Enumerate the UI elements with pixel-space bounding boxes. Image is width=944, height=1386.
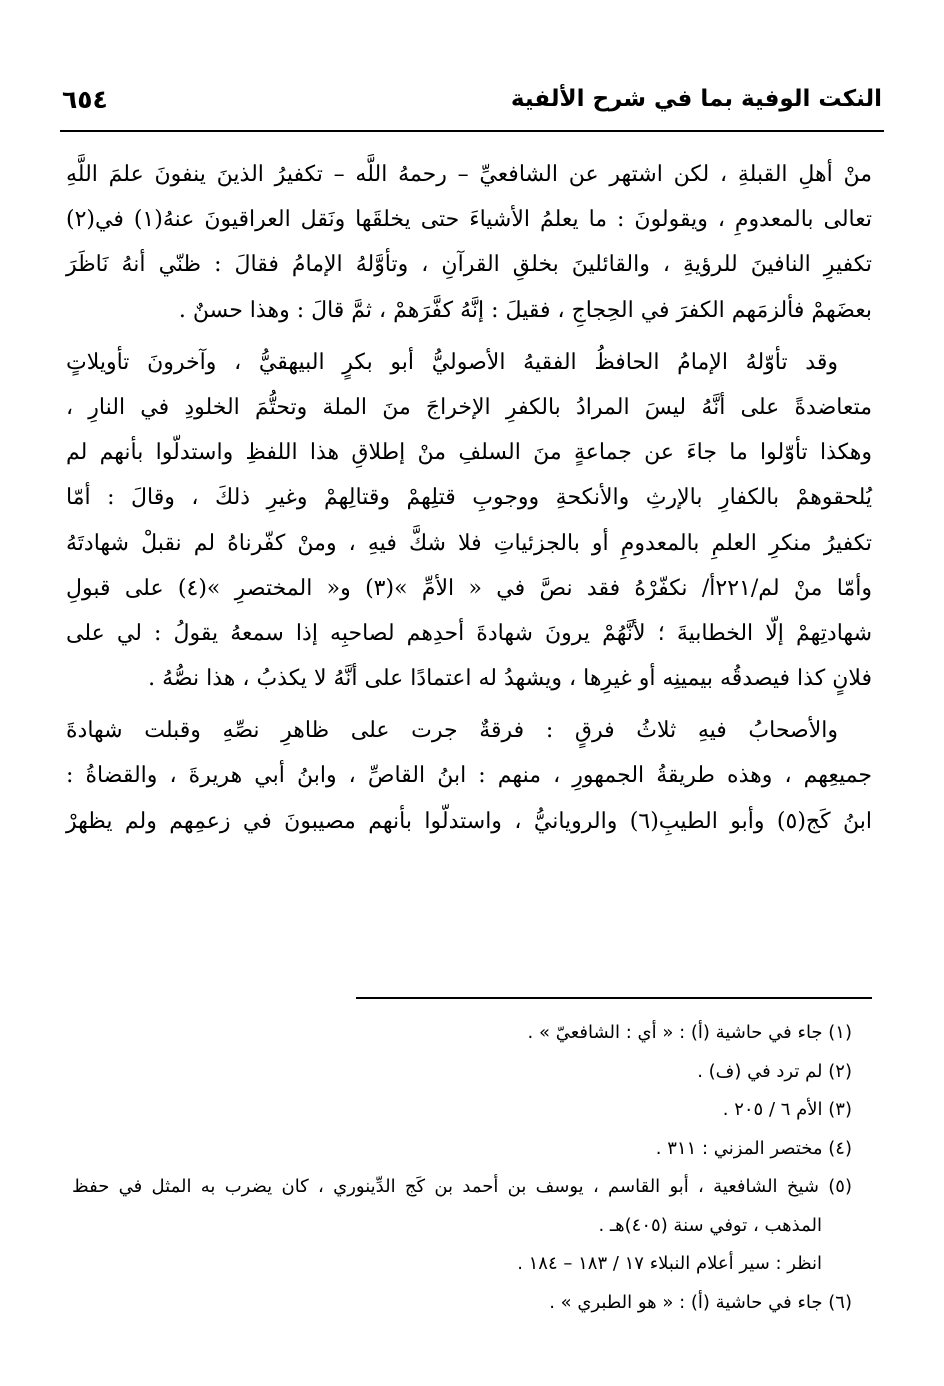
- footnote-divider: [356, 997, 872, 999]
- footnote-5-continuation: المذهب ، توفي سنة (٤٠٥)هـ .: [598, 1214, 822, 1236]
- footnote-6: (٦) جاء في حاشية (أ) : « هو الطبري » .: [549, 1291, 852, 1313]
- text-line: تعالى بالمعدومِ ، ويقولونَ : ما يعلمُ الأشياءَ حتى يخلقَها ونَقل العراقيونَ عنهُ(١) في(٢): [66, 207, 872, 233]
- text-line: ابنُ كَج(٥) وأبو الطيبِ(٦) والرويانيُّ ، واستدلّوا بأنهم مصيبونَ في زعمِهم ولم يظهرْ: [66, 808, 872, 834]
- text-line: تكفيرِ النافينَ للرؤيةِ ، والقائلينَ بخلقِ القرآنِ ، وتأوَّلهُ الإمامُ فقالَ : ظنّي أنهُ نَاظَرَ: [66, 252, 872, 278]
- text-line: بعضَهمْ فألزمَهم الكفرَ في الحِجاجِ ، فقيلَ : إنَّهُ كفَّرَهمْ ، ثمَّ قالَ : وهذا حسنٌ .: [178, 297, 872, 323]
- text-line: والأصحابُ فيهِ ثلاثُ فرقٍ : فرقةٌ جرت على ظاهرِ نصِّهِ وقبلت شهادةَ: [66, 718, 838, 744]
- footnote-5-reference: انظر : سير أعلام النبلاء ١٧ / ١٨٣ – ١٨٤ .: [517, 1253, 822, 1274]
- text-line: فلانٍ كذا فيصدقُه بيمينِه أو غيرِها ، ويشهدُ له اعتمادًا على أنَّهُ لا يكذبُ ، هذا نصُّهُ .: [148, 666, 872, 692]
- footnote-4: (٤) مختصر المزني : ٣١١ .: [655, 1137, 852, 1159]
- text-line: تكفيرُ منكرِ العلمِ بالمعدومِ أو بالجزئياتِ فلا شكَّ فيهِ ، ومنْ كفّرناهُ لم نقبلْ شهادتَهُ: [66, 530, 872, 556]
- header-divider: [60, 130, 884, 132]
- text-line: جميعِهم ، وهذه طريقةُ الجمهورِ ، منهم : ابنُ القاصِّ ، وابنُ أبي هريرةَ ، والقضاةُ :: [66, 763, 872, 789]
- main-text: [66, 152, 872, 844]
- footnote-3: (٣) الأم ٦ / ٢٠٥ .: [722, 1099, 852, 1120]
- text-line: وهكذا تأوّلوا ما جاءَ عن جماعةٍ منَ السلفِ منْ إطلاقِ هذا اللفظِ واستدلّوا بأنهم لم: [66, 440, 872, 466]
- footnotes: [72, 1014, 852, 1322]
- text-line: شهادتِهمْ إلّا الخطابيةَ ؛ لأنَّهُمْ يرونَ شهادةَ أحدِهم لصاحبِه إذا سمعهُ يقولُ : لي على: [66, 620, 872, 646]
- running-header: [62, 74, 882, 124]
- footnote-1: (١) جاء في حاشية (أ) : « أي : الشافعيّ » .: [527, 1022, 852, 1043]
- footnote-2: (٢) لم ترد في (ف) .: [697, 1060, 852, 1082]
- page-number: ٦٥٤: [62, 84, 108, 114]
- text-line: وأمّا منْ لم/٢٢١أ/ نكفّرْهُ فقد نصَّ في « الأمِّ »(٣) و« المختصرِ »(٤) على قبولِ: [66, 575, 873, 601]
- text-line: يُلحقوهمْ بالكفارِ بالإرثِ والأنكحةِ ووجوبِ قتلِهمْ وقتالِهمْ وغيرِ ذلكَ ، وقالَ : أمّا: [66, 485, 872, 511]
- text-line: وقد تأوّلهُ الإمامُ الحافظُ الفقيهُ الأصوليُّ أبو بكرٍ البيهقيُّ ، وآخرونَ تأويلاتٍ: [66, 349, 838, 375]
- text-line: متعاضدةً على أنَّهُ ليسَ المرادُ بالكفرِ الإخراجَ منَ الملة وتحتُّمَ الخلودِ في النارِ ،: [66, 394, 872, 420]
- text-line: منْ أهلِ القبلةِ ، لكن اشتهر عن الشافعيِّ – رحمهُ اللَّه – تكفيرُ الذينَ ينفونَ علمَ اللَّهِ: [66, 162, 872, 187]
- book-title: النكت الوفية بما في شرح الألفية: [510, 86, 882, 112]
- footnote-5: (٥) شيخ الشافعية ، أبو القاسم ، يوسف بن أحمد بن كَج الدِّينوري ، كان يضرب به المثل في حفظ: [72, 1176, 852, 1197]
